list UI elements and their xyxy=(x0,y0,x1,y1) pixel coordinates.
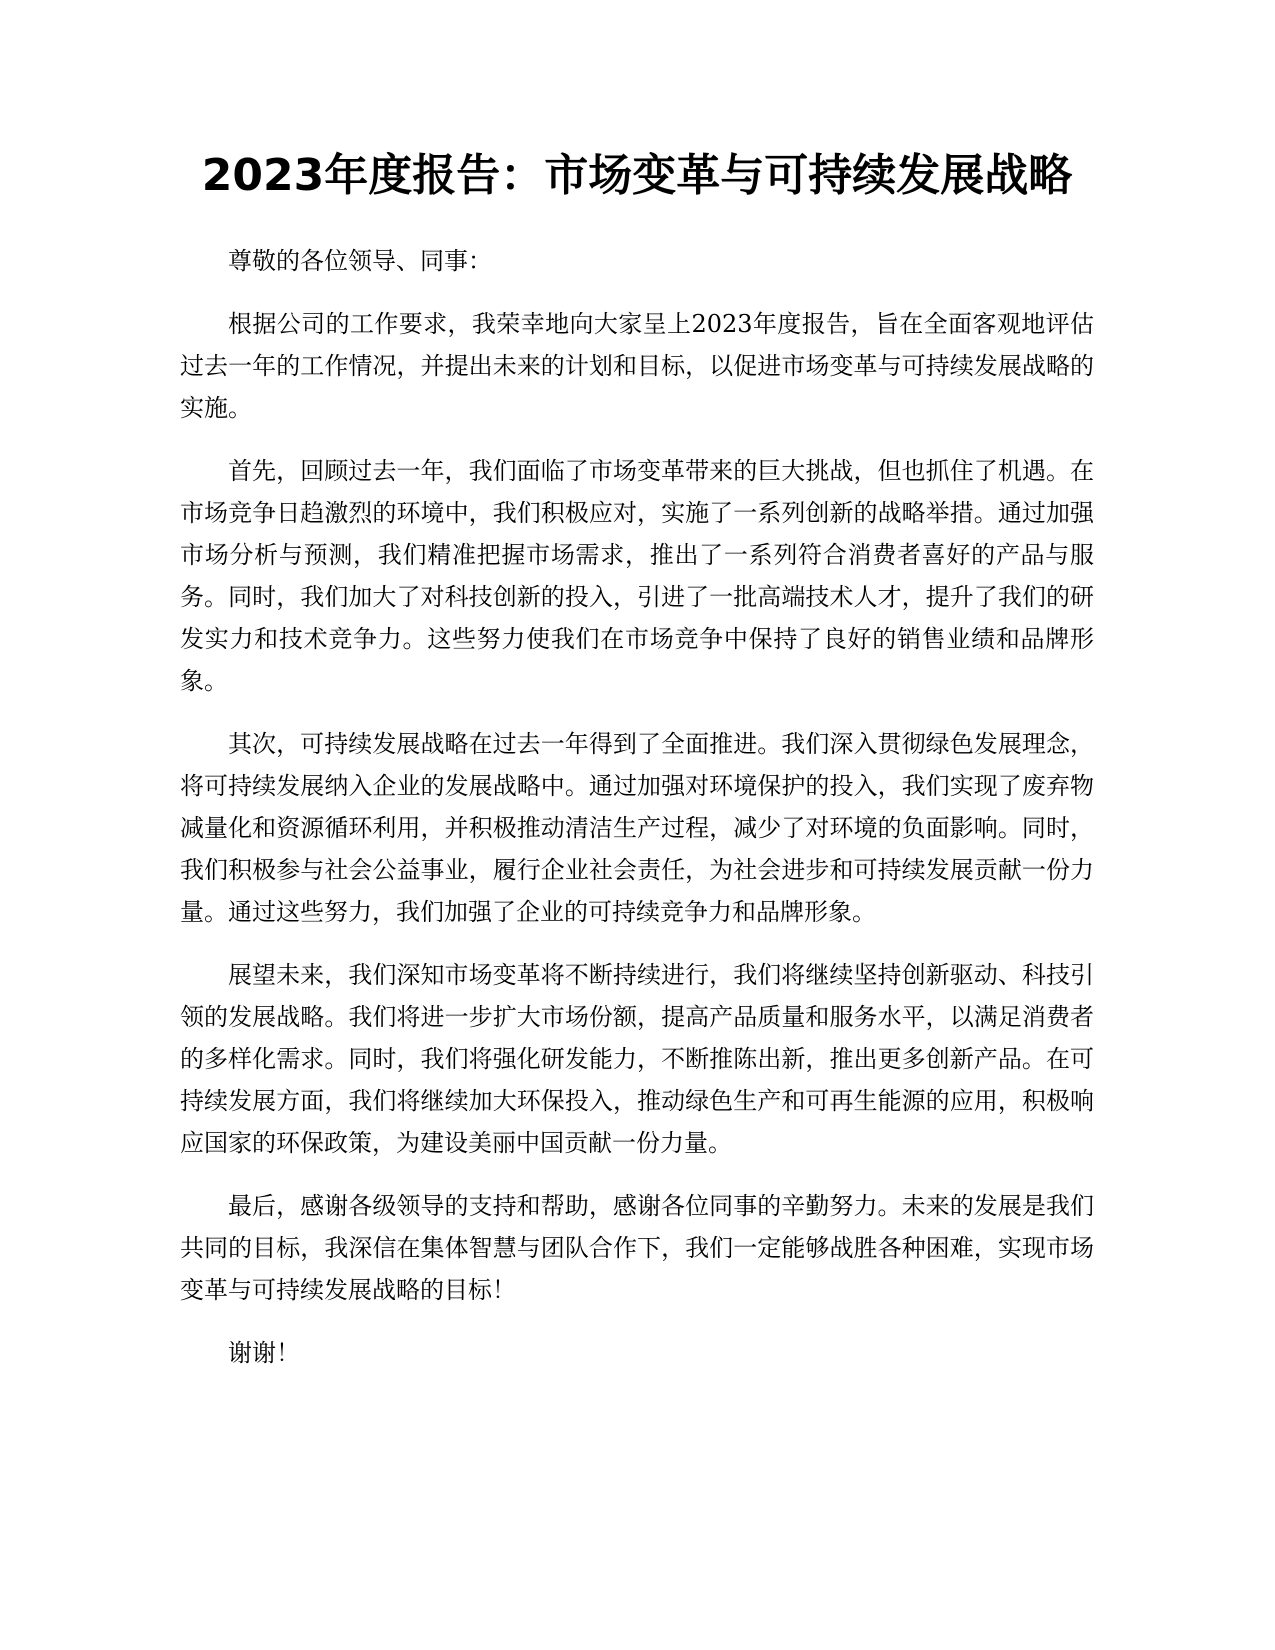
salutation-paragraph: 尊敬的各位领导、同事： xyxy=(228,247,492,275)
document-page xyxy=(180,140,1094,1395)
outlook-paragraph: 展望未来，我们深知市场变革将不断持续进行，我们将继续坚持创新驱动、科技引领的发展战略。我们将进一步扩大市场份额，提高产品质量和服务水平，以满足消费者的多样化需求。同时，我们将强化研发能力，不断推陈出新，推出更多创新产品。在可持续发展方面，我们将继续加大环保投入，推动绿色生产和可再生能源的应用，积极响应国家的环保政策，为建设美丽中国贡献一份力量。 xyxy=(180,961,1094,1157)
sustainability-paragraph: 其次，可持续发展战略在过去一年得到了全面推进。我们深入贯彻绿色发展理念，将可持续发展纳入企业的发展战略中。通过加强对环境保护的投入，我们实现了废弃物减量化和资源循环利用，并积极推动清洁生产过程，减少了对环境的负面影响。同时，我们积极参与社会公益事业，履行企业社会责任，为社会进步和可持续发展贡献一份力量。通过这些努力，我们加强了企业的可持续竞争力和品牌形象。 xyxy=(180,730,1094,926)
review-paragraph: 首先，回顾过去一年，我们面临了市场变革带来的巨大挑战，但也抓住了机遇。在市场竞争日趋激烈的环境中，我们积极应对，实施了一系列创新的战略举措。通过加强市场分析与预测，我们精准把握市场需求，推出了一系列符合消费者喜好的产品与服务。同时，我们加大了对科技创新的投入，引进了一批高端技术人才，提升了我们的研发实力和技术竞争力。这些努力使我们在市场竞争中保持了良好的销售业绩和品牌形象。 xyxy=(180,457,1094,695)
closing-paragraph: 最后，感谢各级领导的支持和帮助，感谢各位同事的辛勤努力。未来的发展是我们共同的目标，我深信在集体智慧与团队合作下，我们一定能够战胜各种困难，实现市场变革与可持续发展战略的目标！ xyxy=(180,1192,1094,1304)
document-title: 2023年度报告：市场变革与可持续发展战略 xyxy=(201,150,1073,201)
document-body xyxy=(180,240,1094,1374)
thanks-paragraph: 谢谢！ xyxy=(228,1339,300,1367)
intro-paragraph: 根据公司的工作要求，我荣幸地向大家呈上2023年度报告，旨在全面客观地评估过去一年的工作情况，并提出未来的计划和目标，以促进市场变革与可持续发展战略的实施。 xyxy=(180,310,1094,422)
